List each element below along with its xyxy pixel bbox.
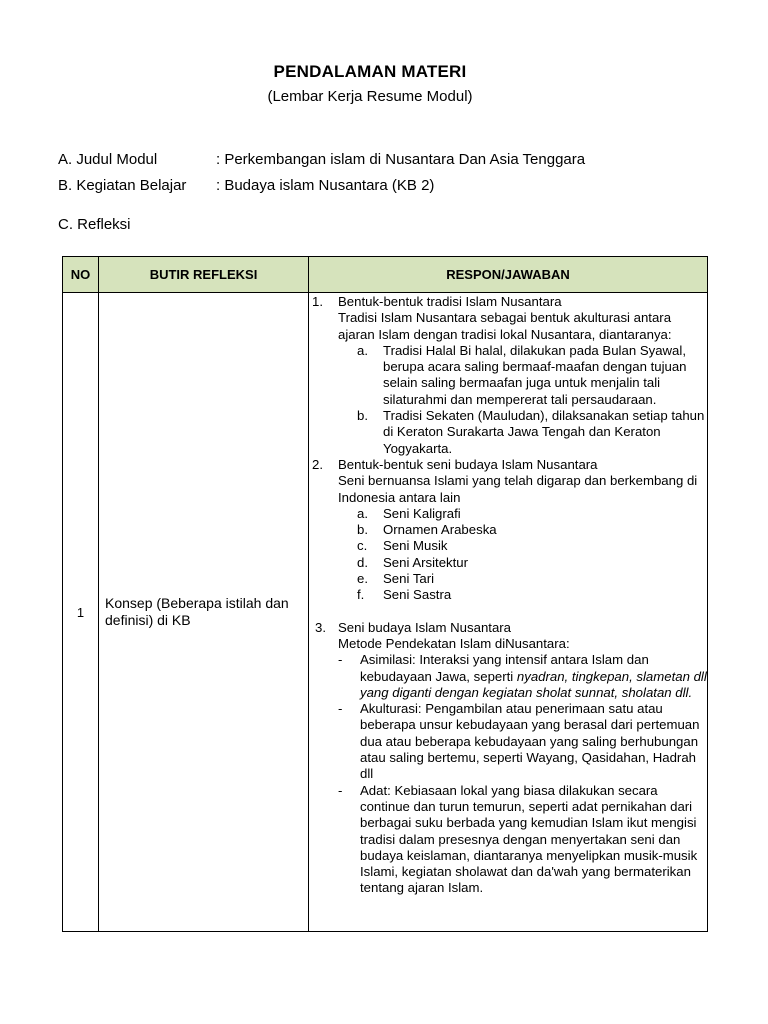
- section-2: [309, 457, 707, 604]
- list-item-text: Seni Tari: [383, 571, 435, 587]
- akulturasi-text: Akulturasi: Pengambilan atau penerimaan satu atau beberapa unsur kebudayaan yang berasal dari pertemuan dua atau beberapa kebudayaan yang saling berhubungan atau saling bertemu, seperti Wayang, Qasidahan, Hadrah dll: [360, 701, 700, 782]
- list-item-text: Tradisi Sekaten (Mauludan), dilaksanakan setiap tahun di Keraton Surakarta Jawa Tengah dan Keraton Yogyakarta.: [383, 408, 705, 456]
- list-item: [338, 571, 707, 587]
- judul-modul-row: [58, 151, 585, 168]
- dash-marker: -: [338, 782, 343, 798]
- list-item: [338, 506, 707, 522]
- judul-modul-label: A. Judul Modul: [58, 151, 158, 168]
- table-row: [63, 293, 708, 932]
- header-no: NO: [63, 257, 99, 293]
- list-item-text: Seni Musik: [383, 538, 448, 554]
- respon-cell: [309, 293, 708, 932]
- section-2-heading: Bentuk-bentuk seni budaya Islam Nusantara: [338, 456, 598, 472]
- table-header-row: [63, 257, 708, 293]
- kegiatan-belajar-row: [58, 177, 434, 194]
- list-item-text: Seni Sastra: [383, 587, 452, 603]
- asimilasi-text: Asimilasi: Interaksi yang intensif antara Islam dan kebudayaan Jawa, seperti: [360, 652, 649, 684]
- header-butir-refleksi: BUTIR REFLEKSI: [99, 257, 309, 293]
- list-marker: a.: [357, 505, 368, 521]
- row-number: 1: [63, 293, 99, 932]
- list-item-text: Ornamen Arabeska: [383, 522, 497, 538]
- section-2-intro: Seni bernuansa Islami yang telah digarap dan berkembang di Indonesia antara lain: [338, 473, 698, 505]
- page-subtitle: (Lembar Kerja Resume Modul): [267, 88, 473, 105]
- page-title: PENDALAMAN MATERI: [273, 62, 467, 81]
- list-marker: e.: [357, 571, 368, 587]
- adat-text: Adat: Kebiasaan lokal yang biasa dilakukan secara continue dan turun temurun, seperti adat pernikahan dari berbagai suku berbada yang kemudian Islam ikut mengisi tradisi dalam presesnya dengan menyertakan seni dan budaya keislaman, diantaranya menyelipkan musik-musik Islami, kegiatan sholawat dan da'wah yang bermaterikan tentang ajaran Islam.: [360, 782, 698, 896]
- list-marker: b.: [357, 408, 368, 424]
- dash-marker: -: [338, 652, 343, 668]
- section-1-intro: Tradisi Islam Nusantara sebagai bentuk akulturasi antara ajaran Islam dengan tradisi lokal Nusantara, diantaranya:: [338, 310, 672, 342]
- section-3-number: 3.: [315, 619, 326, 635]
- refleksi-table: [62, 256, 708, 932]
- section-3-heading: Seni budaya Islam Nusantara: [338, 619, 512, 635]
- section-1-number: 1.: [312, 294, 323, 309]
- dash-marker: -: [338, 701, 343, 717]
- list-item: [338, 555, 707, 571]
- list-marker: c.: [357, 538, 368, 554]
- list-item-text: Tradisi Halal Bi halal, dilakukan pada Bulan Syawal, berupa acara saling bermaaf-maafan dengan tujuan selain saling bermaafan juga untuk menjalin tali silaturahmi dan mempererat tali persaudaraan.: [383, 342, 687, 407]
- list-item: [338, 408, 707, 457]
- asimilasi-examples: nyadran, tingkepan, slametan dll yang diganti dengan kegiatan sholat sunnat, sholatan dll.: [360, 668, 707, 700]
- kegiatan-belajar-label: B. Kegiatan Belajar: [58, 177, 187, 194]
- section-3: [309, 620, 707, 897]
- section-1: [309, 294, 707, 457]
- list-item-akulturasi: [338, 701, 707, 782]
- list-item-text: Seni Arsitektur: [383, 554, 469, 570]
- judul-modul-value: : Perkembangan islam di Nusantara Dan Asia Tenggara: [216, 151, 586, 168]
- list-item: [338, 343, 707, 408]
- list-item-adat: [338, 783, 707, 897]
- list-marker: d.: [357, 554, 368, 570]
- list-item-text: Seni Kaligrafi: [383, 505, 461, 521]
- list-item-asimilasi: [338, 652, 707, 701]
- section-1-heading: Bentuk-bentuk tradisi Islam Nusantara: [338, 294, 562, 309]
- butir-refleksi-cell: Konsep (Beberapa istilah dan definisi) di KB: [99, 293, 309, 932]
- list-marker: b.: [357, 522, 368, 538]
- kegiatan-belajar-value: : Budaya islam Nusantara (KB 2): [216, 177, 435, 194]
- list-marker: f.: [357, 587, 365, 603]
- list-item: [338, 522, 707, 538]
- section-2-number: 2.: [312, 456, 323, 472]
- list-item: [338, 538, 707, 554]
- list-marker: a.: [357, 342, 368, 358]
- section-3-intro: Metode Pendekatan Islam diNusantara:: [338, 635, 570, 651]
- refleksi-label: C. Refleksi: [58, 216, 131, 233]
- header-respon-jawaban: RESPON/JAWABAN: [309, 257, 708, 293]
- list-item: [338, 587, 707, 603]
